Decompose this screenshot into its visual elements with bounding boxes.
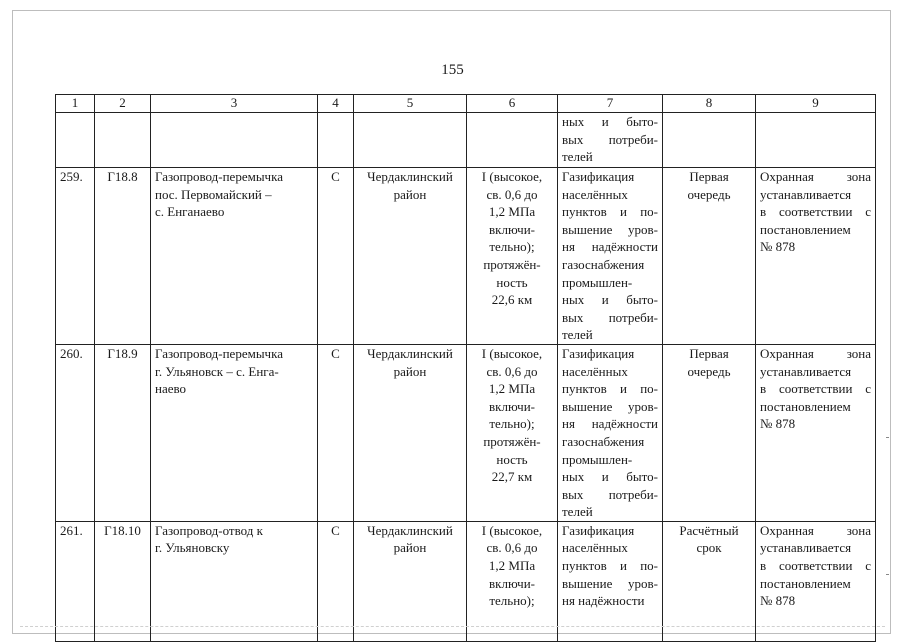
cell-purpose [558,168,663,345]
table-row [56,521,876,641]
cell-line: № 878 [760,593,796,609]
cell-line: включи- [489,221,535,237]
cell-zone [756,521,876,641]
cell-line: Первая [689,169,729,184]
column-header: 6 [467,95,558,113]
header-row [56,95,876,113]
cell-line: газоснабжения [562,433,645,449]
cell-line: район [393,540,427,556]
cell-stage [663,113,756,168]
cell-line: район [393,186,427,202]
cell-line: I (высокое, [481,345,543,361]
cell-line: устанавливается [760,186,852,202]
cell-line: протяжён- [483,256,541,272]
cell-line: Чердаклинский [367,345,453,361]
cell-line: Газопровод-отвод к [155,522,263,538]
cell-line: ных и быто- [562,114,658,129]
cell-line: ность [496,274,528,290]
cell-line: очередь [687,363,731,379]
cell-line: Газификация [562,169,635,184]
cell-name [151,168,318,345]
column-header: 5 [354,95,467,113]
cell-line: ня надёжности [562,593,645,609]
cell-line: № 878 [760,416,796,432]
table-body [56,113,876,642]
cell-stage [663,344,756,521]
cell-num: 259. [56,168,95,345]
cell-line: тельно); [489,416,535,432]
cell-line: г. Ульяновск – с. Енга- [155,363,279,379]
cell-line: Чердаклинский [367,522,453,538]
cell-code: Г18.9 [95,344,151,521]
column-header: 8 [663,95,756,113]
cell-line: ня надёжности [562,416,658,432]
cell-line: вых потреби- [562,486,658,502]
cell-name [151,344,318,521]
column-header: 4 [318,95,354,113]
cell-zone [756,344,876,521]
cell-line: включи- [489,575,535,591]
cell-district [354,113,467,168]
cell-line: Чердаклинский [367,169,453,184]
cell-line: протяжён- [483,433,541,449]
cell-params [467,344,558,521]
cell-line: ность [496,451,528,467]
cell-line: Охранная зона [760,169,871,184]
cell-district [354,521,467,641]
cell-line: телей [562,504,593,520]
cell-code [95,113,151,168]
cell-line: с. Енганаево [155,204,225,220]
cell-code: Г18.8 [95,168,151,345]
cell-line: постановлением [760,221,851,237]
cell-line: Газопровод-перемычка [155,169,283,184]
cell-stage [663,168,756,345]
cell-line: включи- [489,398,535,414]
cell-line: устанавливается [760,540,852,556]
cell-line: в соответствии с [760,381,871,397]
cell-line: 22,6 км [491,292,533,308]
page-number: 155 [441,62,464,78]
cell-purpose [558,344,663,521]
cell-line: ных и быто- [562,469,658,485]
cell-line: промышлен- [562,274,633,290]
cell-line: наево [155,381,187,397]
cell-line: в соответствии с [760,204,871,220]
cell-line: ных и быто- [562,292,658,308]
register-table [55,94,876,642]
cell-line: тельно); [489,239,535,255]
cell-line: газоснабжения [562,256,645,272]
table-row [56,168,876,345]
cell-line: постановлением [760,398,851,414]
page-bottom-dashed-line [20,626,885,627]
cell-line: 1,2 МПа [488,558,536,574]
cell-line: св. 0,6 до [486,186,538,202]
cell-name [151,521,318,641]
cell-line: вых потреби- [562,131,658,147]
cell-district [354,344,467,521]
cell-type: С [318,168,354,345]
cell-line: I (высокое, [481,522,543,538]
cell-line: срок [696,540,722,556]
cell-line: вых потреби- [562,309,658,325]
edge-mark [886,574,889,575]
cell-line: № 878 [760,239,796,255]
cell-district [354,168,467,345]
cell-line: Расчётный [679,522,739,538]
cell-line: населённых [562,186,628,202]
cell-line: район [393,363,427,379]
cell-line: пунктов и по- [562,381,658,397]
cell-num: 260. [56,344,95,521]
cell-type [318,113,354,168]
cell-line: ня надёжности [562,239,658,255]
cell-type: С [318,521,354,641]
cell-params [467,113,558,168]
cell-line: св. 0,6 до [486,540,538,556]
cell-line: вышение уров- [562,221,658,237]
cell-line: населённых [562,363,628,379]
column-header: 9 [756,95,876,113]
cell-line: в соответствии с [760,558,871,574]
cell-line: г. Ульяновску [155,540,230,556]
column-header: 1 [56,95,95,113]
cell-params [467,168,558,345]
table-row [56,344,876,521]
cell-line: вышение уров- [562,398,658,414]
cell-line: св. 0,6 до [486,363,538,379]
cell-line: промышлен- [562,451,633,467]
cell-num [56,113,95,168]
edge-mark [886,437,889,438]
cell-line: Первая [689,345,729,361]
cell-type: С [318,344,354,521]
cell-stage [663,521,756,641]
cell-line: вышение уров- [562,575,658,591]
column-header: 7 [558,95,663,113]
cell-line: постановлением [760,575,851,591]
cell-purpose [558,521,663,641]
cell-line: Газификация [562,522,635,538]
continuation-row [56,113,876,168]
cell-line: Охранная зона [760,522,871,538]
cell-line: Охранная зона [760,345,871,361]
cell-params [467,521,558,641]
cell-line: Газификация [562,345,635,361]
cell-line: пунктов и по- [562,558,658,574]
cell-purpose [558,113,663,168]
cell-line: населённых [562,540,628,556]
cell-line: тельно); [489,593,535,609]
cell-line: 1,2 МПа [488,204,536,220]
cell-num: 261. [56,521,95,641]
cell-name [151,113,318,168]
cell-line: Газопровод-перемычка [155,345,283,361]
cell-line: телей [562,327,593,343]
cell-line: 1,2 МПа [488,381,536,397]
cell-line: I (высокое, [481,169,543,184]
cell-line: 22,7 км [491,469,533,485]
cell-line: пунктов и по- [562,204,658,220]
cell-line: телей [562,149,593,165]
column-header: 3 [151,95,318,113]
cell-code: Г18.10 [95,521,151,641]
cell-line: устанавливается [760,363,852,379]
cell-line: пос. Первомайский – [155,186,272,202]
cell-zone [756,168,876,345]
column-header: 2 [95,95,151,113]
cell-zone [756,113,876,168]
cell-line: очередь [687,186,731,202]
